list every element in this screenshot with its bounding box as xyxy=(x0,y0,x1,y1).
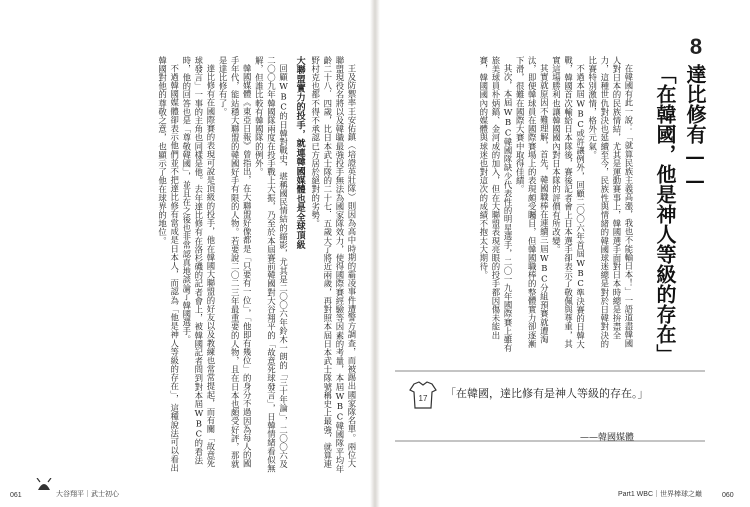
quote-box xyxy=(395,370,705,442)
jersey-icon xyxy=(408,380,438,410)
section-heading: 大聯盟實力的投手，就連韓國媒體也是全球頂級 xyxy=(294,56,305,250)
paragraph: 達比修有在國際賽的表現可說是頂級的投手，他在韓國大聯盟的好友以及教練也常常提起，而有關「故意死球發言」一事的主角也同樣是他。去年達比修有在洛杉磯的記者會上，被韓國記者問到對本屆WBC的看法時，他的回答也是「尊敬韓國」，並且在之後也非常認真地談論了韓國選手。 xyxy=(181,56,216,469)
paragraph: 在韓國有此一說：「就算民族主義高漲，我也不能輸日本！」一語道盡韓國人對日本的民族情結，尤其是運動賽事上，韓國選手面對日本時總是拚盡全力，這種世仇對決也延續至今，民族性與情緒的韓國球迷總是對於日韓對決的比賽特別激情，格外元氣。 xyxy=(587,56,634,349)
chapter-title-line2: 「在韓國，他是神人等級的存在」 xyxy=(653,64,677,364)
chapter-number: 8 xyxy=(689,34,703,59)
paragraph: 不過韓國媒體卻表示他們並不把達比修有當成是日本人，而認為「他是神人等級的存在」，這種說法可以看出韓國對他的尊敬之意，也顯示了他在球界的地位。 xyxy=(157,56,180,473)
book-gutter xyxy=(370,0,380,507)
left-running-footer: 大谷翔平｜武士初心 xyxy=(56,491,119,498)
right-page-number: 060 xyxy=(722,492,734,499)
paragraph: 回顧WBC的日韓對戰史，堪稱國民情結的縮影，尤其是二〇〇六年鈴木一朗的「三十年論」，二〇〇六及二〇〇九年韓國隊兩度在投手戰上大振，乃至於本屆賽前韓國對大谷翔平的「故意死球發言」，日韓情緒看似無解，但誰比較有韓國隊的例外。 xyxy=(254,56,289,473)
paragraph: 王及防禦率王安佑鎮（培證英壯隊）則因為高中時期的霸凌事件遭警方調查，而被踢出國家隊名單。兩位大聯盟現役名將以及韓職最強投手無法為國家隊效力，使得國際賽經驗等因素的考量，本屆WBC韓國隊平均年齡二十八．四歲，比日本武士隊的二十七．五歲大了將近兩歲，再對照本屆日本武士隊號稱史上最強，就算連野村克也都不得不承認已方居於絕對的劣勢。 xyxy=(310,56,357,474)
right-body-text xyxy=(395,56,635,356)
svg-text:17: 17 xyxy=(418,394,428,403)
paragraph: 其次，本屆WBC韓國隊缺少代表性的明星選手，二〇一九年國際賽上雖有旅美球員朴炳鎬、金河成的加入，但在大聯盟表現亮眼的投手都因傷未能出賽，韓國國內的媒體與球迷也對這次的成績不抱太大期待。 xyxy=(478,56,514,353)
left-body-text xyxy=(18,56,358,476)
paragraph: 其實就原因不難理解，首先，韓國職棒在連續三屆WBC分組預賽就遭淘汰，即便韓球員在國際賽場上的表現頗受矚目，但韓國職棒的整體實力卻逐漸下滑，很難在國際大賽中取得佳績。 xyxy=(515,56,550,349)
paragraph: 不過本屆WBC或許讓例外，回顧二〇〇六年首屆WBC準決賽的日韓大戰，韓國首次輸給日本隊後，賽後記者會上日本選手卻表示了敬佩與尊重，其實這場勝利也讓韓國國內對日本隊的評價有所改變。 xyxy=(551,56,586,349)
right-running-footer: Part1 WBC｜世界棒球之巔 xyxy=(618,491,703,498)
quote-source: ——韓國媒體 xyxy=(580,433,635,443)
quote-text: 「在韓國，達比修有是神人等級的存在。」 xyxy=(445,387,649,400)
samurai-helmet-icon xyxy=(36,478,52,492)
left-page-number: 061 xyxy=(10,492,22,499)
chapter-title-line1: 達比修有—— xyxy=(683,64,707,192)
paragraph: 韓國媒體《東亞日報》曾指出，在大聯盟好像都是「只要有一位」，「他即有幾位」的身分不過因為每人的國手年代，能站穩大聯盟的韓國好手有限的人物。若要說二〇二三年最重要的人物，且在日本也頗受好評，那就是達比修有了。 xyxy=(218,56,253,469)
